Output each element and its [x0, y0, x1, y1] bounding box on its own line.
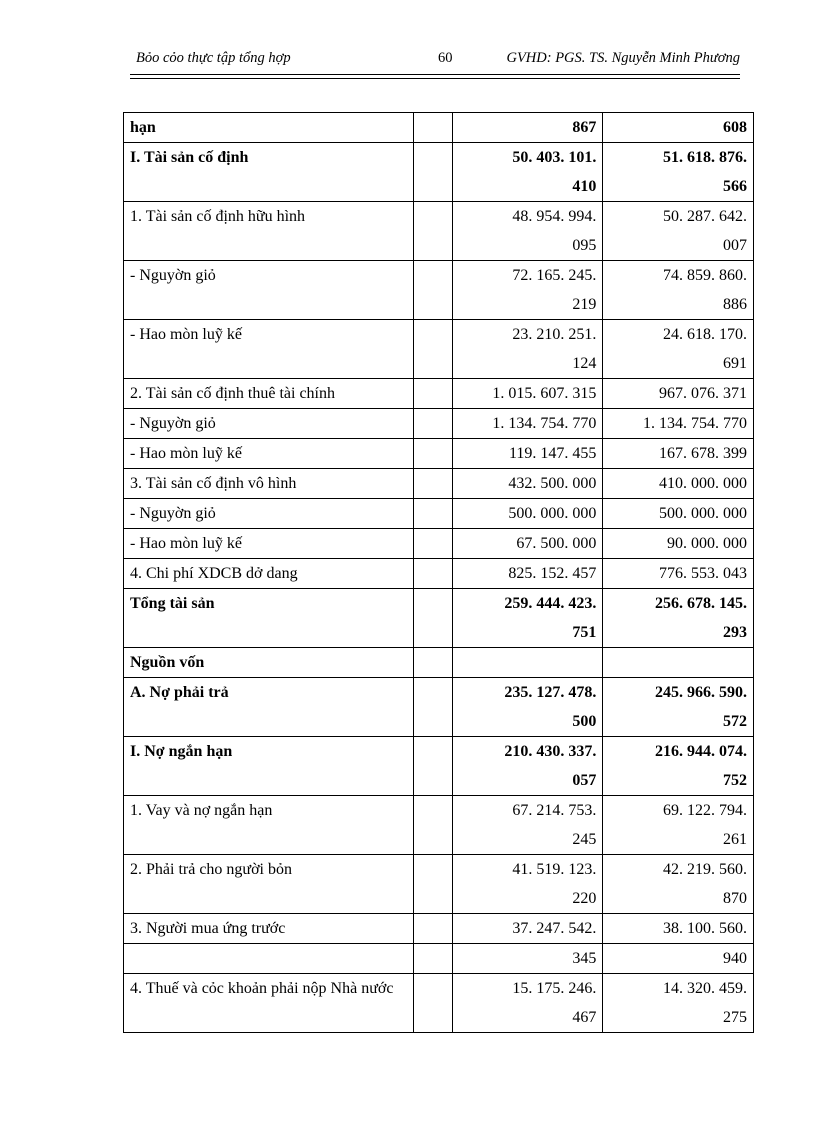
value-beginning — [452, 439, 603, 469]
value-line: 467 — [572, 1009, 597, 1026]
value-line: 124 — [572, 355, 597, 372]
table-row — [124, 678, 754, 737]
value-beginning — [452, 379, 603, 409]
value-ending — [603, 678, 754, 737]
value-line: 007 — [723, 237, 747, 254]
row-code-cell — [413, 944, 452, 974]
value-beginning — [452, 914, 603, 944]
value-line: 245. 966. 590. — [655, 684, 747, 701]
row-label: I. Tài sản cố định — [124, 143, 414, 202]
row-label: I. Nợ ngắn hạn — [124, 737, 414, 796]
supervisor-line: GVHD: PGS. TS. Nguyễn Minh Phương — [506, 50, 740, 66]
value-beginning — [452, 589, 603, 648]
row-label: Nguồn vốn — [124, 648, 414, 678]
value-line: 259. 444. 423. — [504, 595, 597, 612]
value-line: 566 — [723, 178, 747, 195]
value-ending — [603, 855, 754, 914]
value-ending — [603, 974, 754, 1033]
row-label: - Nguyờn giỏ — [124, 499, 414, 529]
table-row — [124, 737, 754, 796]
row-label — [124, 944, 414, 974]
row-code-cell — [413, 559, 452, 589]
table-row — [124, 379, 754, 409]
value-ending — [603, 796, 754, 855]
row-code-cell — [413, 143, 452, 202]
value-line: 23. 210. 251. — [512, 326, 597, 343]
value-ending — [603, 409, 754, 439]
value-line: 69. 122. 794. — [663, 802, 747, 819]
table-row — [124, 202, 754, 261]
value-line: 15. 175. 246. — [512, 980, 597, 997]
value-line: 886 — [723, 296, 747, 313]
value-beginning — [452, 320, 603, 379]
value-line: 72. 165. 245. — [512, 267, 597, 284]
row-code-cell — [413, 439, 452, 469]
value-beginning — [452, 796, 603, 855]
table-row — [124, 469, 754, 499]
value-beginning — [452, 499, 603, 529]
row-code-cell — [413, 648, 452, 678]
row-label: - Nguyờn giỏ — [124, 261, 414, 320]
value-ending — [603, 113, 754, 143]
table-row — [124, 914, 754, 944]
table-row — [124, 796, 754, 855]
value-beginning — [452, 529, 603, 559]
row-code-cell — [413, 678, 452, 737]
table-row — [124, 855, 754, 914]
value-line: 119. 147. 455 — [508, 445, 597, 462]
value-line: 293 — [723, 624, 747, 641]
row-code-cell — [413, 914, 452, 944]
value-line: 41. 519. 123. — [512, 861, 597, 878]
value-line: 500. 000. 000 — [659, 505, 747, 522]
table-row — [124, 648, 754, 678]
value-line: 245 — [572, 831, 597, 848]
row-code-cell — [413, 737, 452, 796]
value-line: 50. 403. 101. — [512, 149, 597, 166]
value-line: 261 — [723, 831, 747, 848]
value-line: 67. 500. 000 — [516, 535, 597, 552]
table-row — [124, 559, 754, 589]
table-row — [124, 113, 754, 143]
value-line: 67. 214. 753. — [512, 802, 597, 819]
row-label: - Hao mòn luỹ kế — [124, 439, 414, 469]
value-ending — [603, 143, 754, 202]
row-label: A. Nợ phải trả — [124, 678, 414, 737]
value-line: 572 — [723, 713, 747, 730]
row-label: 4. Chi phí XDCB dở dang — [124, 559, 414, 589]
report-title: Bỏo cỏo thực tập tổng hợp — [136, 50, 291, 66]
value-ending — [603, 439, 754, 469]
value-line: 752 — [723, 772, 747, 789]
value-line: 74. 859. 860. — [663, 267, 747, 284]
value-line: 691 — [723, 355, 747, 372]
value-line: 216. 944. 074. — [655, 743, 747, 760]
value-ending — [603, 469, 754, 499]
value-ending — [603, 737, 754, 796]
value-line: 967. 076. 371 — [659, 385, 747, 402]
value-line: 24. 618. 170. — [663, 326, 747, 343]
value-line: 345 — [572, 950, 597, 967]
row-code-cell — [413, 589, 452, 648]
table-row — [124, 320, 754, 379]
row-label: 3. Người mua ứng trước — [124, 914, 414, 944]
value-line: 1. 134. 754. 770 — [492, 415, 597, 432]
page-header — [136, 48, 740, 72]
value-line: 410 — [572, 178, 597, 195]
value-line: 776. 553. 043 — [659, 565, 747, 582]
value-line: 167. 678. 399 — [659, 445, 747, 462]
value-line: 210. 430. 337. — [504, 743, 597, 760]
balance-sheet-table — [123, 112, 754, 1033]
value-line: 14. 320. 459. — [663, 980, 747, 997]
row-label: 4. Thuế và cỏc khoản phải nộp Nhà nước — [124, 974, 414, 1033]
value-beginning — [452, 202, 603, 261]
value-beginning — [452, 469, 603, 499]
value-beginning — [452, 648, 603, 678]
value-ending — [603, 589, 754, 648]
row-label: - Hao mòn luỹ kế — [124, 529, 414, 559]
value-line: 870 — [723, 890, 747, 907]
value-line: 50. 287. 642. — [663, 208, 747, 225]
value-ending — [603, 499, 754, 529]
value-beginning — [452, 143, 603, 202]
table-row — [124, 944, 754, 974]
value-line: 057 — [572, 772, 597, 789]
value-line: 275 — [723, 1009, 747, 1026]
value-ending — [603, 559, 754, 589]
table-row — [124, 261, 754, 320]
value-line: 825. 152. 457 — [508, 565, 597, 582]
row-code-cell — [413, 974, 452, 1033]
table-row — [124, 589, 754, 648]
table-body — [124, 113, 754, 1033]
value-line: 220 — [572, 890, 597, 907]
value-ending — [603, 914, 754, 944]
value-line: 867 — [572, 119, 597, 136]
row-label: 1. Tài sản cố định hữu hình — [124, 202, 414, 261]
value-beginning — [452, 261, 603, 320]
row-code-cell — [413, 202, 452, 261]
value-beginning — [452, 855, 603, 914]
value-beginning — [452, 559, 603, 589]
row-label: 2. Tài sản cố định thuê tài chính — [124, 379, 414, 409]
table-row — [124, 439, 754, 469]
row-code-cell — [413, 261, 452, 320]
value-line: 608 — [723, 119, 747, 136]
row-code-cell — [413, 409, 452, 439]
row-code-cell — [413, 113, 452, 143]
value-line: 219 — [572, 296, 597, 313]
row-label: - Hao mòn luỹ kế — [124, 320, 414, 379]
row-label: hạn — [124, 113, 414, 143]
value-beginning — [452, 113, 603, 143]
row-code-cell — [413, 855, 452, 914]
row-code-cell — [413, 469, 452, 499]
header-rule-bottom — [130, 78, 740, 79]
value-beginning — [452, 737, 603, 796]
table-row — [124, 409, 754, 439]
value-line: 940 — [723, 950, 747, 967]
table-row — [124, 143, 754, 202]
row-label: Tổng tài sản — [124, 589, 414, 648]
value-line: 751 — [572, 624, 597, 641]
table-row — [124, 499, 754, 529]
row-label: - Nguyờn giỏ — [124, 409, 414, 439]
value-ending — [603, 529, 754, 559]
table-row — [124, 529, 754, 559]
row-code-cell — [413, 499, 452, 529]
value-line: 48. 954. 994. — [512, 208, 597, 225]
value-line: 500. 000. 000 — [508, 505, 597, 522]
value-beginning — [452, 678, 603, 737]
row-label: 3. Tài sản cố định vô hình — [124, 469, 414, 499]
row-label: 2. Phải trả cho người bỏn — [124, 855, 414, 914]
value-line: 38. 100. 560. — [663, 920, 747, 937]
row-code-cell — [413, 529, 452, 559]
value-ending — [603, 202, 754, 261]
row-label: 1. Vay và nợ ngắn hạn — [124, 796, 414, 855]
value-beginning — [452, 409, 603, 439]
value-line: 410. 000. 000 — [659, 475, 747, 492]
row-code-cell — [413, 320, 452, 379]
header-rule-top — [130, 74, 740, 75]
value-line: 256. 678. 145. — [655, 595, 747, 612]
value-beginning — [452, 944, 603, 974]
value-ending — [603, 944, 754, 974]
value-line: 1. 134. 754. 770 — [643, 415, 747, 432]
row-code-cell — [413, 379, 452, 409]
value-ending — [603, 648, 754, 678]
value-line: 90. 000. 000 — [667, 535, 747, 552]
value-line: 432. 500. 000 — [508, 475, 597, 492]
value-line: 37. 247. 542. — [512, 920, 597, 937]
row-code-cell — [413, 796, 452, 855]
value-ending — [603, 261, 754, 320]
value-ending — [603, 379, 754, 409]
value-line: 1. 015. 607. 315 — [492, 385, 597, 402]
value-line: 235. 127. 478. — [504, 684, 597, 701]
value-line: 42. 219. 560. — [663, 861, 747, 878]
value-line: 51. 618. 876. — [663, 149, 747, 166]
value-line: 095 — [572, 237, 597, 254]
value-line: 500 — [572, 713, 597, 730]
page-number: 60 — [438, 50, 453, 66]
table-row — [124, 974, 754, 1033]
value-ending — [603, 320, 754, 379]
value-beginning — [452, 974, 603, 1033]
